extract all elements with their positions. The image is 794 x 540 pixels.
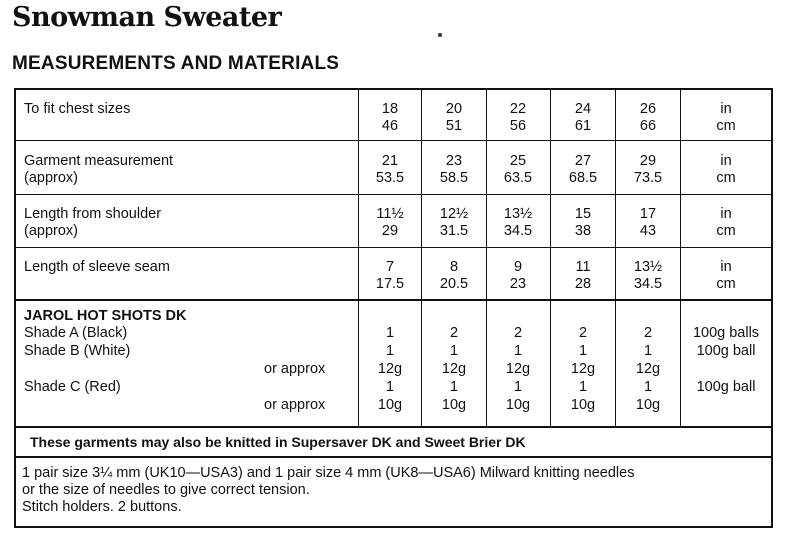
garment-unit-in: in [720, 153, 732, 169]
shade-c-3: 1 [513, 379, 523, 395]
garment-in-3: 25 [509, 153, 527, 169]
chest-cm-4: 61 [574, 118, 592, 134]
row-divider [16, 247, 771, 248]
shade-c-approx-4: 10g [570, 397, 596, 413]
shade-b-2: 1 [449, 343, 459, 359]
garment-cm-3: 63.5 [503, 170, 533, 186]
shade-b-approx-5: 12g [635, 361, 661, 377]
needles-line-2: or the size of needles to give correct tension. [22, 482, 310, 498]
alternate-yarn-note: These garments may also be knitted in Supersaver DK and Sweet Brier DK [30, 434, 526, 450]
shade-a-4: 2 [578, 325, 588, 341]
sleeve-in-5: 13½ [633, 259, 663, 275]
shade-c-approx-5: 10g [635, 397, 661, 413]
yarn-heading: JAROL HOT SHOTS DK [24, 308, 187, 324]
shade-c-5: 1 [643, 379, 653, 395]
shade-b-approx-label: or approx [264, 361, 326, 377]
shade-a-3: 2 [513, 325, 523, 341]
chest-cm-5: 66 [639, 118, 657, 134]
shade-a-5: 2 [643, 325, 653, 341]
sleeve-cm-4: 28 [574, 276, 592, 292]
garment-cm-1: 53.5 [375, 170, 405, 186]
shade-b-label: Shade B (White) [24, 343, 131, 359]
sleeve-cm-3: 23 [509, 276, 527, 292]
shade-c-4: 1 [578, 379, 588, 395]
length-unit-in: in [720, 206, 732, 222]
shade-b-approx-3: 12g [505, 361, 531, 377]
shade-c-1: 1 [385, 379, 395, 395]
garment-cm-2: 58.5 [439, 170, 469, 186]
length-cm-3: 34.5 [503, 223, 533, 239]
shade-b-unit: 100g ball [696, 343, 756, 359]
shade-c-approx-3: 10g [505, 397, 531, 413]
sleeve-in-1: 7 [385, 259, 395, 275]
length-cm-2: 31.5 [439, 223, 469, 239]
chest-in-5: 26 [639, 101, 657, 117]
row-divider [16, 140, 771, 141]
garment-in-2: 23 [445, 153, 463, 169]
chest-cm-3: 56 [509, 118, 527, 134]
length-cm-4: 38 [574, 223, 592, 239]
chest-in-1: 18 [381, 101, 399, 117]
shade-b-5: 1 [643, 343, 653, 359]
print-speck [438, 33, 442, 37]
needles-line-3: Stitch holders. 2 buttons. [22, 499, 182, 515]
shade-c-2: 1 [449, 379, 459, 395]
needles-line-1: 1 pair size 3¼ mm (UK10—USA3) and 1 pair size 4 mm (UK8—USA6) Milward knitting needles [22, 465, 635, 481]
length-in-5: 17 [639, 206, 657, 222]
garment-cm-5: 73.5 [633, 170, 663, 186]
shade-a-1: 1 [385, 325, 395, 341]
chest-cm-1: 46 [381, 118, 399, 134]
sleeve-cm-2: 20.5 [439, 276, 469, 292]
row-label-length-approx: (approx) [24, 223, 78, 239]
chest-cm-2: 51 [445, 118, 463, 134]
row-label-sleeve: Length of sleeve seam [24, 259, 170, 275]
sleeve-unit-in: in [720, 259, 732, 275]
sleeve-in-3: 9 [513, 259, 523, 275]
length-in-2: 12½ [439, 206, 469, 222]
length-cm-1: 29 [381, 223, 399, 239]
length-in-3: 13½ [503, 206, 533, 222]
shade-a-label: Shade A (Black) [24, 325, 128, 341]
sleeve-in-4: 11 [575, 259, 591, 275]
shade-c-approx-label: or approx [264, 397, 326, 413]
length-unit-cm: cm [716, 223, 736, 239]
row-divider [16, 194, 771, 195]
row-label-garment: Garment measurement [24, 153, 174, 169]
shade-b-approx-2: 12g [441, 361, 467, 377]
shade-a-2: 2 [449, 325, 459, 341]
shade-b-3: 1 [513, 343, 523, 359]
alternate-yarn-box [14, 426, 773, 456]
shade-a-unit: 100g balls [692, 325, 760, 341]
shade-b-approx-1: 12g [377, 361, 403, 377]
sleeve-in-2: 8 [449, 259, 459, 275]
measurements-table [14, 88, 773, 428]
shade-c-approx-1: 10g [377, 397, 403, 413]
section-heading: MEASUREMENTS AND MATERIALS [12, 53, 340, 74]
sleeve-cm-5: 34.5 [633, 276, 663, 292]
chest-unit-cm: cm [716, 118, 736, 134]
garment-cm-4: 68.5 [568, 170, 598, 186]
shade-b-1: 1 [385, 343, 395, 359]
chest-in-3: 22 [509, 101, 527, 117]
chest-unit-in: in [720, 101, 732, 117]
needles-text [22, 465, 634, 516]
row-divider [16, 299, 771, 301]
shade-c-label: Shade C (Red) [24, 379, 121, 395]
garment-in-5: 29 [639, 153, 657, 169]
row-label-length: Length from shoulder [24, 206, 162, 222]
length-cm-5: 43 [639, 223, 657, 239]
shade-c-approx-2: 10g [441, 397, 467, 413]
row-label-chest: To fit chest sizes [24, 101, 131, 117]
chest-in-2: 20 [445, 101, 463, 117]
garment-in-1: 21 [381, 153, 399, 169]
needles-box [14, 456, 773, 528]
garment-unit-cm: cm [716, 170, 736, 186]
garment-in-4: 27 [574, 153, 592, 169]
shade-b-4: 1 [578, 343, 588, 359]
row-label-garment-approx: (approx) [24, 170, 78, 186]
shade-c-unit: 100g ball [696, 379, 756, 395]
page-title: Snowman Sweater [12, 2, 282, 33]
sleeve-cm-1: 17.5 [375, 276, 405, 292]
chest-in-4: 24 [574, 101, 592, 117]
shade-b-approx-4: 12g [570, 361, 596, 377]
length-in-4: 15 [574, 206, 592, 222]
length-in-1: 11½ [376, 206, 404, 222]
sleeve-unit-cm: cm [716, 276, 736, 292]
